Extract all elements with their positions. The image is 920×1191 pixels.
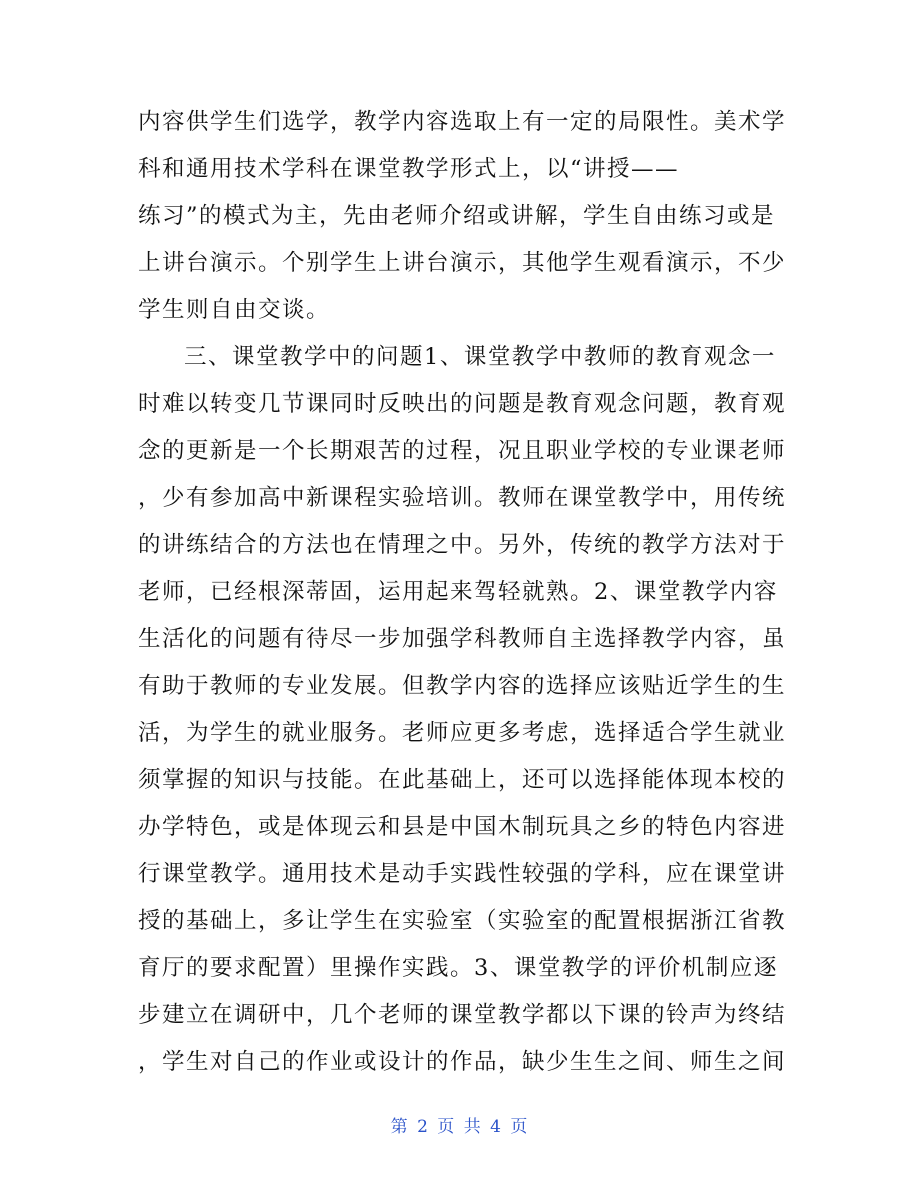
text-line: 行课堂教学。通用技术是动手实践性较强的学科，应在课堂讲 <box>138 861 787 887</box>
text-line: 有助于教师的专业发展。但教学内容的选择应该贴近学生的生 <box>138 673 787 699</box>
text-line: 育厅的要求配置）里操作实践。3、课堂教学的评价机制应逐 <box>138 955 778 981</box>
text-line: 步建立在调研中，几个老师的课堂教学都以下课的铃声为终结 <box>138 1002 787 1028</box>
text-line: ，少有参加高中新课程实验培训。教师在课堂教学中，用传统 <box>138 485 787 511</box>
text-line: 练习”的模式为主，先由老师介绍或讲解，学生自由练习或是 <box>138 203 776 229</box>
text-line: 老师，已经根深蒂固，运用起来驾轻就熟。2、课堂教学内容 <box>138 579 778 605</box>
text-line: 内容供学生们选学，教学内容选取上有一定的局限性。美术学 <box>138 109 787 135</box>
text-line: 上讲台演示。个别学生上讲台演示，其他学生观看演示，不少 <box>138 250 787 276</box>
paragraph-start-line: 三、课堂教学中的问题1、课堂教学中教师的教育观念一 <box>184 344 776 370</box>
text-line: 学生则自由交谈。 <box>138 297 331 323</box>
text-line: 办学特色，或是体现云和县是中国木制玩具之乡的特色内容进 <box>138 814 787 840</box>
text-line: ，学生对自己的作业或设计的作品，缺少生生之间、师生之间 <box>138 1049 787 1075</box>
page-number-footer: 第 2 页 共 4 页 <box>390 1117 530 1137</box>
text-line: 活，为学生的就业服务。老师应更多考虑，选择适合学生就业 <box>138 720 787 746</box>
text-line: 生活化的问题有待尽一步加强学科教师自主选择教学内容，虽 <box>138 626 787 652</box>
text-line: 须掌握的知识与技能。在此基础上，还可以选择能体现本校的 <box>138 767 787 793</box>
text-line: 授的基础上，多让学生在实验室（实验室的配置根据浙江省教 <box>138 908 787 934</box>
text-line: 科和通用技术学科在课堂教学形式上，以“讲授—— <box>138 156 680 182</box>
text-line: 的讲练结合的方法也在情理之中。另外，传统的教学方法对于 <box>138 532 787 558</box>
text-line: 念的更新是一个长期艰苦的过程，况且职业学校的专业课老师 <box>138 438 787 464</box>
text-line: 时难以转变几节课同时反映出的问题是教育观念问题，教育观 <box>138 391 787 417</box>
